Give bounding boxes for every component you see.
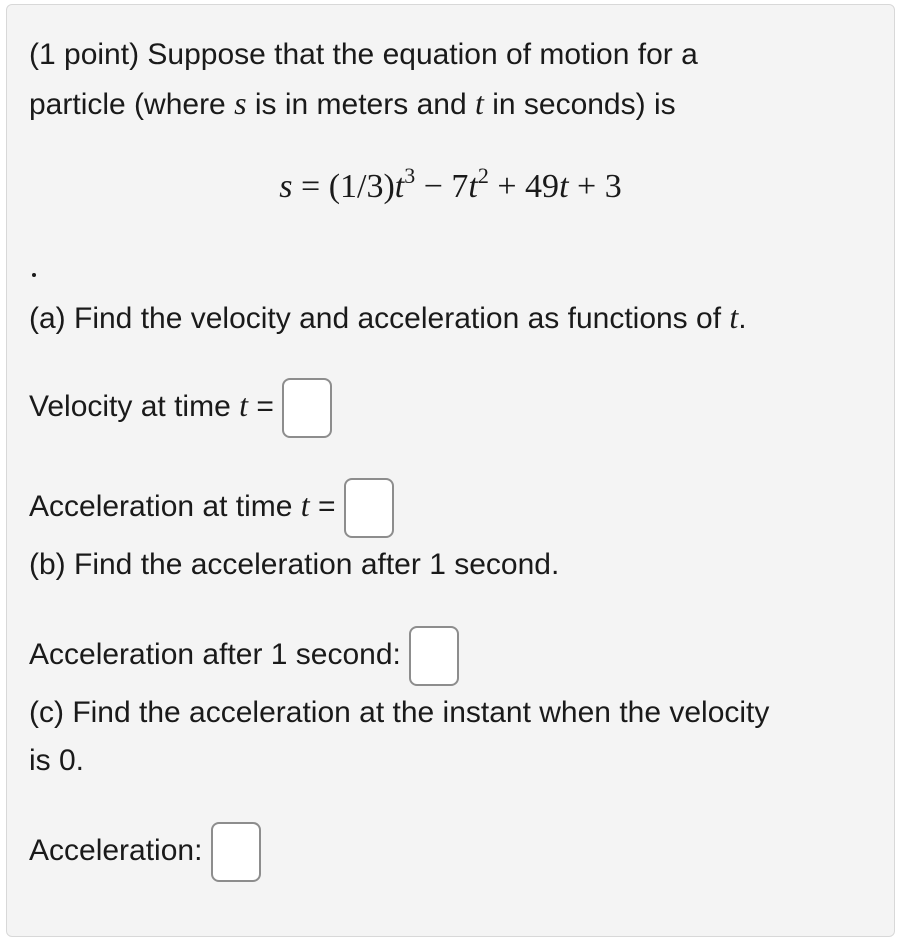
acceleration-row — [29, 473, 394, 539]
intro-line-2 — [29, 85, 676, 123]
equation-part: + 49 — [488, 168, 560, 205]
velocity-row — [29, 373, 332, 439]
acceleration-v0-row — [29, 819, 261, 883]
part-a-period: . — [738, 302, 747, 335]
equation-part: = (1/3) — [292, 168, 395, 205]
variable-t: t — [729, 299, 739, 335]
equation-exponent: 2 — [477, 163, 489, 188]
part-c-text-2: is 0. — [29, 744, 85, 777]
equation-part: − 7 — [415, 168, 469, 205]
equation-lhs: s — [279, 168, 293, 205]
intro-text-2c: in seconds) is — [483, 88, 676, 121]
velocity-label: Velocity at time — [29, 390, 240, 423]
velocity-answer-input[interactable] — [282, 378, 332, 438]
acceleration-1s-label: Acceleration after 1 second: — [29, 638, 401, 671]
acceleration-label: Acceleration at time — [29, 490, 301, 523]
equation-var: t — [394, 168, 405, 205]
part-c-prompt-2 — [29, 743, 84, 779]
acceleration-v0-answer-input[interactable] — [211, 822, 261, 882]
variable-t: t — [300, 487, 310, 523]
variable-s: s — [234, 85, 247, 121]
part-b-prompt — [29, 547, 559, 583]
motion-equation — [7, 165, 894, 209]
intro-text-2a: particle (where — [29, 88, 235, 121]
acceleration-answer-input[interactable] — [344, 478, 394, 538]
problem-panel — [6, 4, 895, 937]
part-c-prompt-1 — [29, 695, 769, 731]
acceleration-equals: = — [309, 490, 336, 523]
part-c-text-1: (c) Find the acceleration at the instant when the velocity — [29, 696, 770, 729]
acceleration-1s-answer-input[interactable] — [409, 626, 459, 686]
variable-t: t — [474, 85, 484, 121]
period-dot — [32, 273, 36, 277]
part-b-text: (b) Find the acceleration after 1 second. — [29, 548, 560, 581]
velocity-equals: = — [247, 390, 274, 423]
intro-text-2b: is in meters and — [246, 88, 475, 121]
acceleration-1s-row — [29, 623, 459, 687]
variable-t: t — [239, 387, 248, 423]
acceleration-v0-label: Acceleration: — [29, 834, 203, 867]
equation-var: t — [468, 168, 478, 205]
equation-var: t — [559, 168, 569, 205]
intro-text-1: (1 point) Suppose that the equation of motion for a — [29, 38, 698, 71]
equation-exponent: 3 — [404, 163, 416, 188]
part-a-text: (a) Find the velocity and acceleration as functions of — [29, 302, 730, 335]
intro-line-1 — [29, 37, 698, 73]
equation-part: + 3 — [568, 168, 622, 205]
part-a-prompt — [29, 299, 747, 337]
